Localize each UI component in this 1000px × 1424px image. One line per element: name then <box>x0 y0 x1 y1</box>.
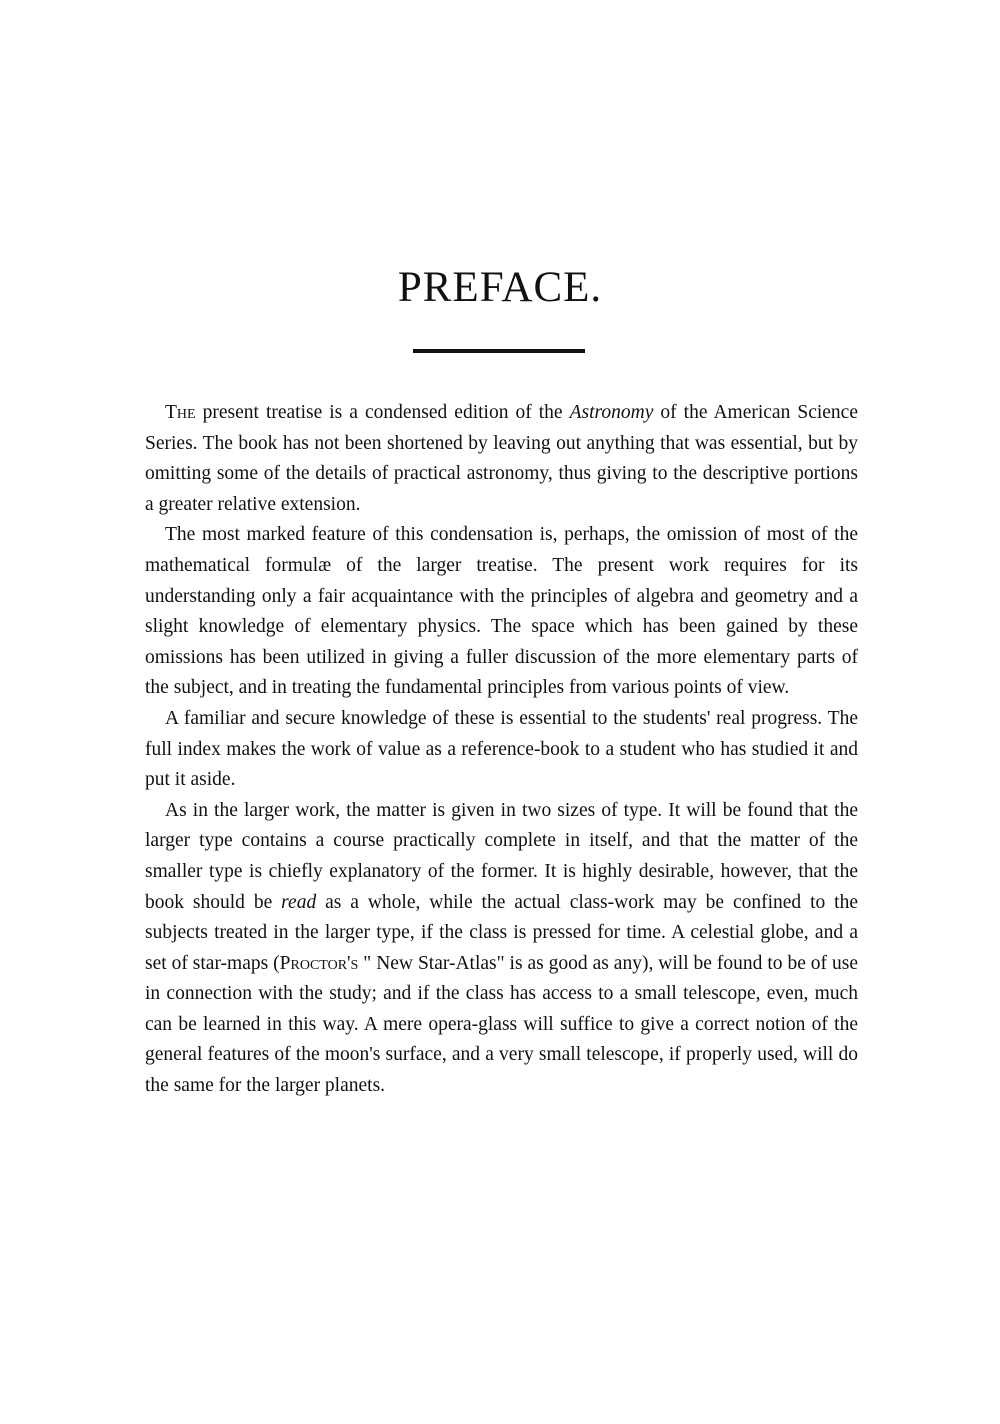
paragraph-4-part-1: As in the larger work, the matter is given in two sizes of type. It will be found that the larger type contains a course practically complete in itself, and that the matter of the smaller type is chiefly explanatory of the former. It is highly desirable, however, that the book should be <box>145 799 858 913</box>
paragraph-4 <box>145 796 858 1102</box>
paragraph-4-part-2: as a whole, while the actual class-work may be confined to the subjects treated in the larger type, if the class is pressed for time. A celestial globe, and a set of star-maps ( <box>145 891 858 974</box>
page-title: PREFACE. <box>397 264 603 311</box>
paragraph-1 <box>145 398 858 520</box>
paragraph-4-author: Proctor's <box>279 952 359 974</box>
paragraph-4-italic: read <box>281 891 317 913</box>
paragraph-1-part-1: present treatise is a condensed edition of the <box>195 402 570 423</box>
paragraph-4-part-3: " New Star-Atlas" is as good as any), will be found to be of use in connection with the study; and if the class has access to a small telescope, even, much can be learned in this way. A mere opera-glass will suffice to give a correct notion of the general features of the moon's surface, and a very small telescope, if properly used, will do the same for the larger planets. <box>145 952 858 1097</box>
paragraph-1-part-2: of the American Science Series. The book has not been shortened by leaving out anything that was essential, but by omitting some of the details of practical astronomy, thus giving to the descriptive portions a greater relative extension. <box>145 402 858 515</box>
paragraph-3: A familiar and secure knowledge of these is essential to the students' real progress. The full index makes the work of value as a reference-book to a student who has studied it and put it aside. <box>145 707 858 791</box>
paragraph-2: The most marked feature of this condensation is, perhaps, the omission of most of the mathematical formulæ of the larger treatise. The present work requires for its understanding only a fair acquaintance with the principles of algebra and geometry and a slight knowledge of elementary physics. The space which has been gained by these omissions has been utilized in giving a fuller discussion of the more elementary parts of the subject, and in treating the fundamental principles from various points of view. <box>145 524 858 699</box>
preface-body <box>145 398 858 1102</box>
paragraph-1-italic: Astronomy <box>569 402 654 423</box>
title-rule <box>413 349 585 353</box>
paragraph-1-lead: The <box>165 402 196 423</box>
